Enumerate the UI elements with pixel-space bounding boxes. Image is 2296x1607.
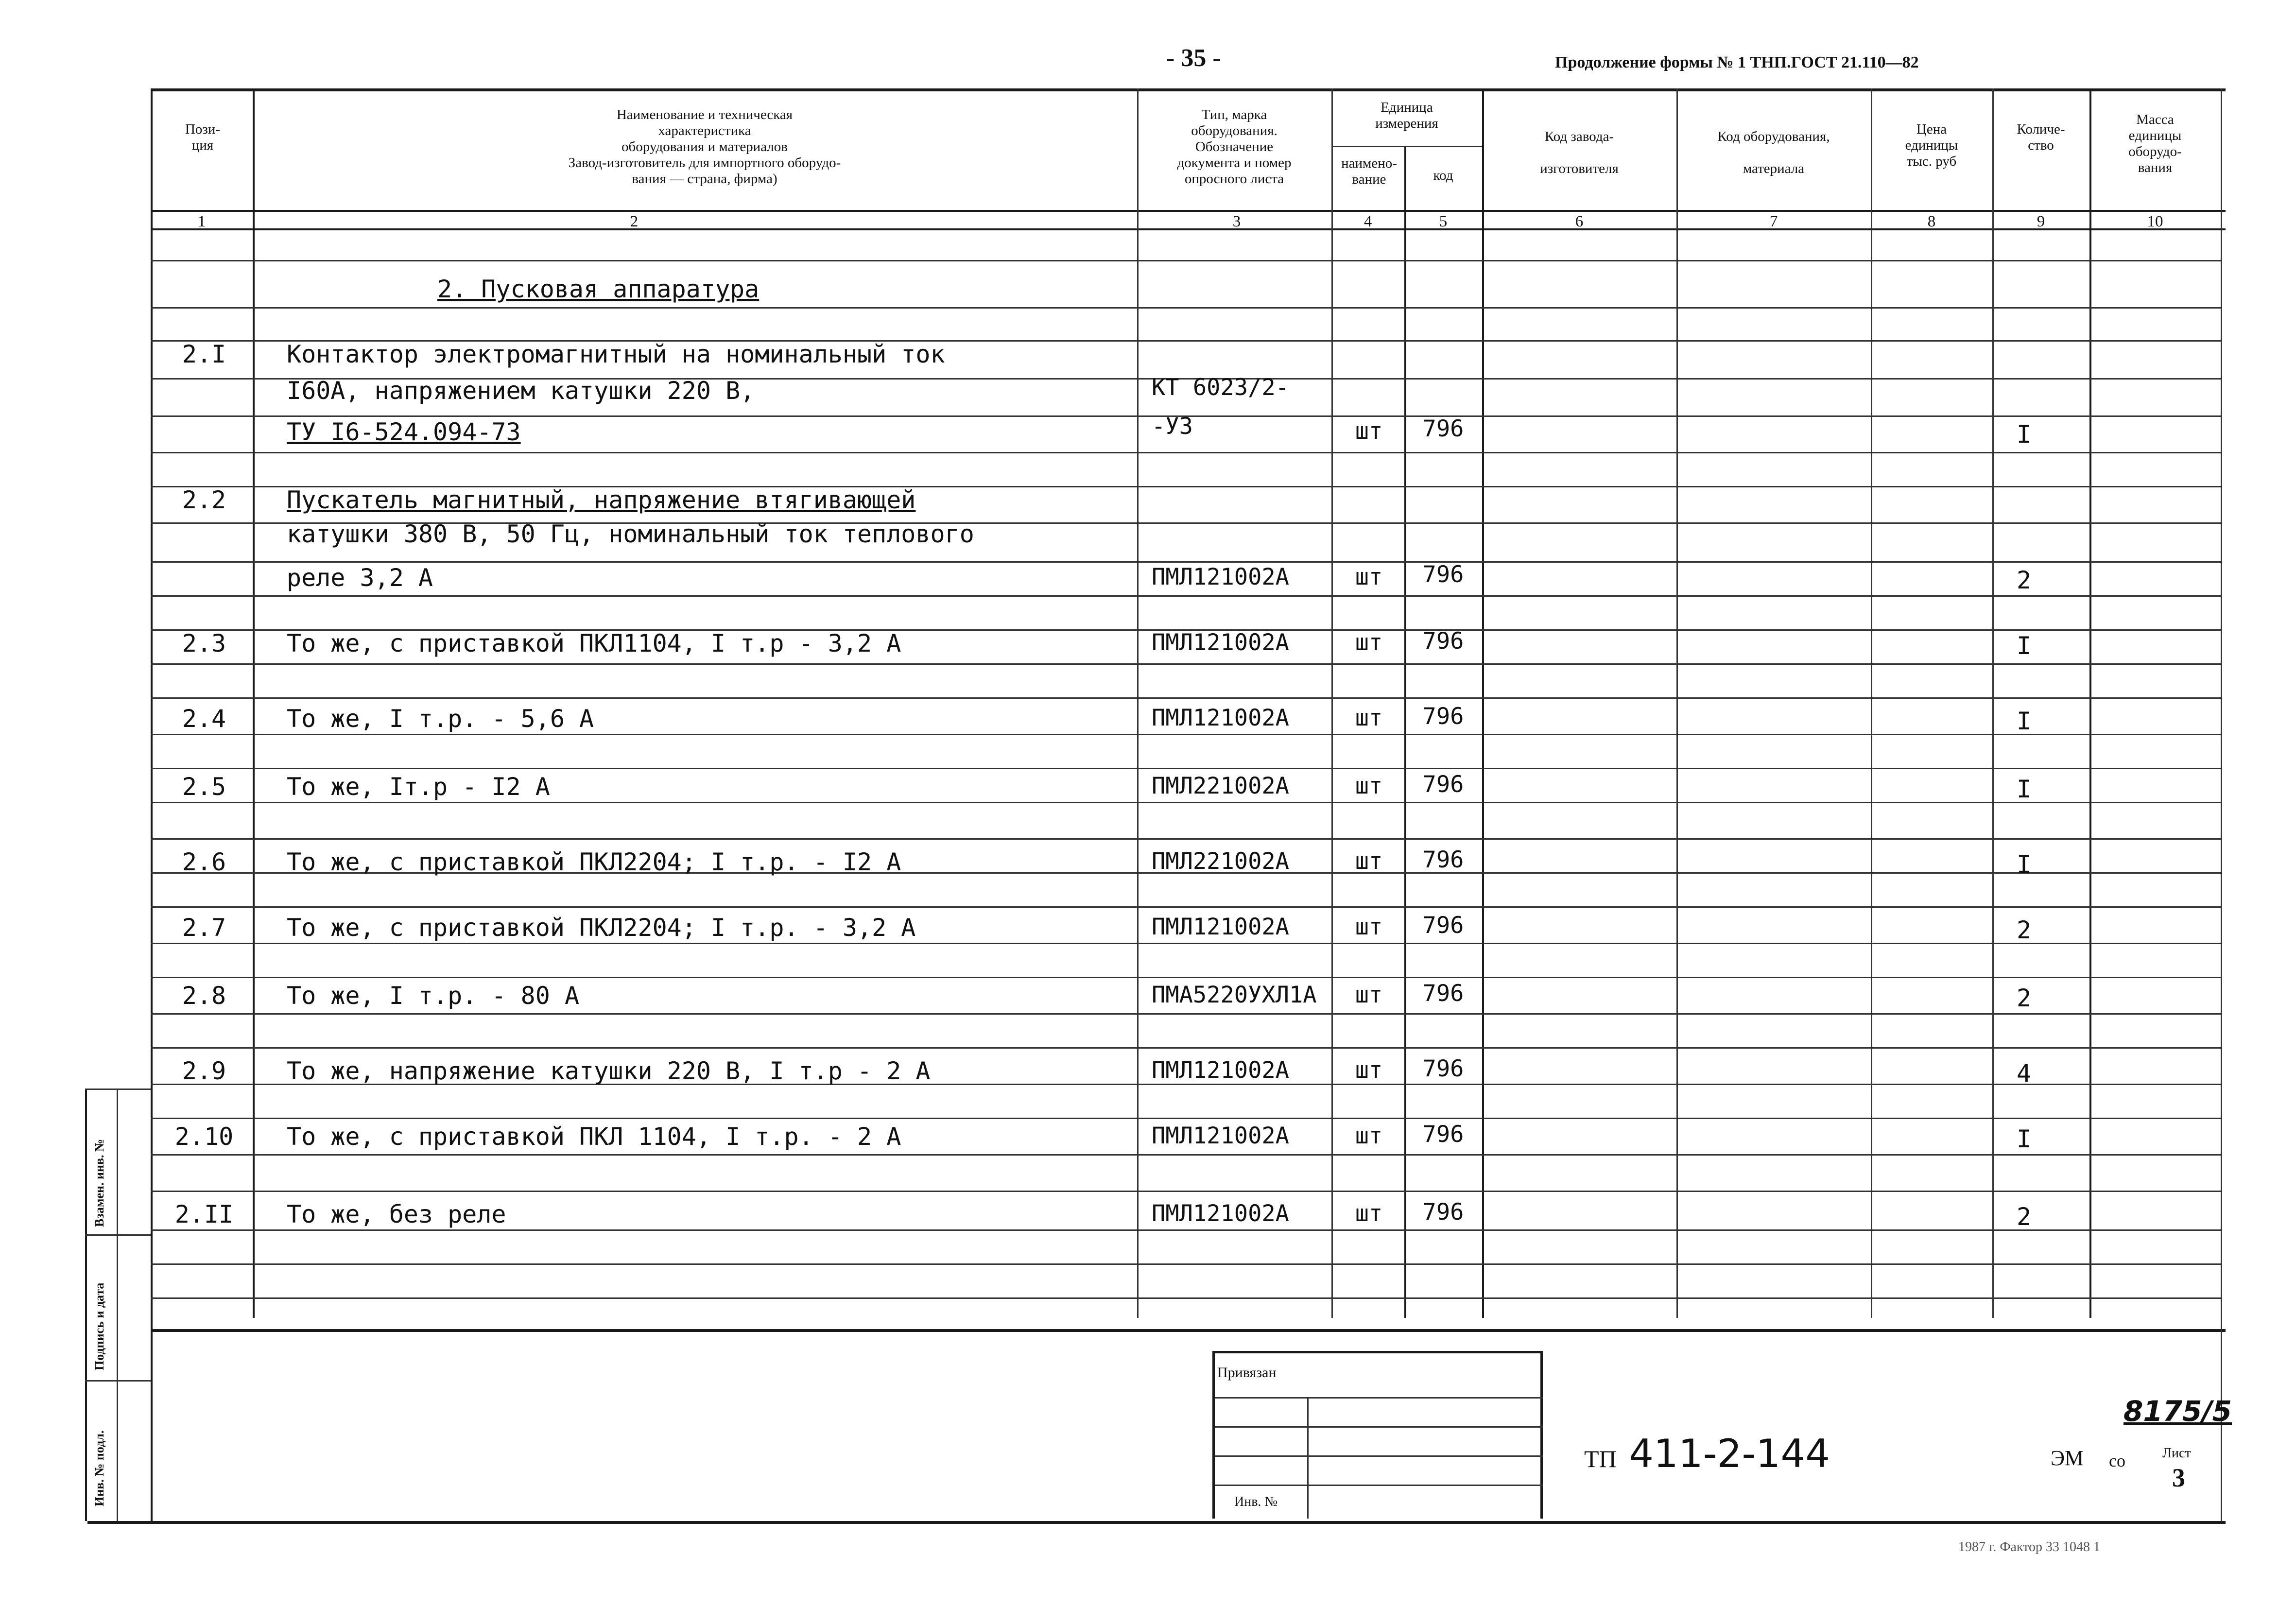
row-position: 2.II [174,1200,234,1228]
row-position: 2.5 [182,773,226,801]
privyazan-line [1215,1426,1543,1428]
header-type: Тип, марка оборудования. Обозначение документа и номер опросного листа [1177,107,1292,187]
col-divider-8 [1992,88,1994,1318]
header-quantity: Количе- ство [2017,121,2065,153]
row-quantity: I [2017,1125,2032,1153]
colnum-8: 8 [1927,213,1936,230]
row-unit: шт [1355,773,1383,799]
row-code: 796 [1422,628,1464,655]
row-type-line: ПМЛ221002А [1152,773,1289,799]
row-description-line: Контактор электромагнитный на номинальный ток [287,340,945,368]
row-code: 796 [1422,912,1464,939]
frame-left-border [151,88,153,1522]
row-description-line: ТУ I6-524.094-73 [287,418,521,446]
row-unit: шт [1355,914,1383,940]
row-code: 796 [1422,1199,1464,1226]
row-quantity: 2 [2017,916,2032,944]
row-quantity: I [2017,420,2032,449]
row-unit: шт [1355,629,1383,656]
header-unit-group: Единица измерения [1375,100,1438,131]
row-code: 796 [1422,1121,1464,1148]
row-type-line: ПМЛ121002А [1152,914,1289,940]
header-position: Пози- ция [185,121,221,153]
row-quantity: 4 [2017,1059,2032,1088]
row-description-line: То же, напряжение катушки 220 В, I т.р - 2 А [287,1057,931,1085]
privyazan-line [1215,1455,1543,1457]
form-continuation-label: Продолжение формы № 1 ТНП.ГОСТ 21.110—82 [1555,53,1919,71]
row-position: 2.6 [182,848,226,876]
row-position: 2.3 [182,629,226,657]
row-description-line: То же, без реле [287,1200,506,1228]
header-mass: Масса единицы оборудо- вания [2128,112,2182,175]
row-quantity: I [2017,707,2032,735]
row-position: 2.2 [182,486,226,514]
document-code: ТП 411-2-144 [1584,1431,1830,1476]
row-code: 796 [1422,703,1464,730]
row-description-line: То же, I т.р. - 5,6 А [287,705,594,733]
stamp-inv-original: Инв. № подл. [92,1430,106,1506]
row-unit: шт [1355,848,1383,875]
privyazan-line [1215,1397,1543,1399]
col-divider-9 [2089,88,2091,1318]
colnum-1: 1 [197,213,206,230]
header-unit-price: Цена единицы тыс. руб [1905,121,1958,169]
col-divider-5 [1482,88,1484,1318]
page-number: - 35 - [1166,44,1221,72]
row-type-line: ПМЛ121002А [1152,1200,1289,1227]
inv-label: Инв. № [1234,1494,1278,1509]
header-unit-name: наимено- вание [1341,156,1397,187]
frame-top-border [151,88,2226,91]
row-quantity: I [2017,850,2032,879]
row-unit: шт [1355,418,1383,445]
row-code: 796 [1422,847,1464,873]
rule-line [151,307,2221,309]
colnum-7: 7 [1769,213,1778,230]
row-description-line: То же, с приставкой ПКЛ 1104, I т.р. - 2 А [287,1123,901,1151]
rule-line [151,1047,2221,1049]
colnum-3: 3 [1232,213,1241,230]
colnum-9: 9 [2037,213,2045,230]
privyazan-divider [1307,1397,1309,1519]
col-divider-2 [1137,88,1139,1318]
row-code: 796 [1422,415,1464,442]
stamp-divider [85,1234,151,1236]
stamp-replacement-inv: Взамен. инв. № [92,1139,106,1227]
stage-label: ЭМ [2051,1446,2084,1470]
row-type-line: ПМЛ121002А [1152,705,1289,731]
rule-line [151,734,2221,735]
privyazan-label: Привязан [1217,1365,1277,1381]
row-description-line: То же, с приставкой ПКЛ2204; I т.р. - I2 А [287,848,901,876]
row-unit: шт [1355,1057,1383,1084]
rule-line [151,768,2221,769]
rule-line [151,1118,2221,1119]
frame-right-border [2221,88,2222,1522]
frame-bottom-border [87,1521,2226,1524]
stamp-divider [85,1380,151,1382]
rule-line [151,1154,2221,1156]
stamp-border [85,1089,87,1521]
row-position: 2.9 [182,1057,226,1085]
row-quantity: 2 [2017,566,2032,594]
row-type-line: КТ 6023/2- [1152,374,1289,401]
registration-number: 8175/5 [2123,1395,2232,1428]
row-code: 796 [1422,771,1464,798]
row-description-line: Пускатель магнитный, напряжение втягивающей [287,486,916,514]
stamp-top [85,1089,151,1090]
row-position: 2.8 [182,982,226,1010]
rule-line [151,1297,2221,1299]
row-type-line: ПМЛ221002А [1152,848,1289,875]
copy-mark: со [2109,1451,2125,1470]
row-position: 2.I [182,340,226,368]
row-quantity: I [2017,775,2032,803]
rule-line [151,802,2221,803]
rule-line [151,977,2221,978]
row-unit: шт [1355,564,1383,590]
rule-line [151,452,2221,453]
row-description-line: То же, I т.р. - 80 А [287,982,580,1010]
colnum-10: 10 [2147,213,2163,230]
header-equipment-code: Код оборудования, материала [1717,129,1830,176]
row-description-line: То же, с приставкой ПКЛ2204; I т.р. - 3,2 А [287,914,916,942]
stamp-divider [117,1089,118,1521]
row-code: 796 [1422,561,1464,588]
row-unit: шт [1355,982,1383,1008]
colnum-2: 2 [630,213,639,230]
row-position: 2.4 [182,705,226,733]
colnum-5: 5 [1439,213,1448,230]
row-position: 2.7 [182,914,226,942]
col-divider-7 [1871,88,1872,1318]
header-unit-code: код [1433,168,1453,183]
rule-line [151,1229,2221,1231]
row-type-line: ПМА5220УХЛ1А [1152,982,1317,1008]
rule-line [151,595,2221,597]
row-quantity: 2 [2017,984,2032,1012]
row-unit: шт [1355,1200,1383,1227]
printer-footer: 1987 г. Фактор 33 1048 1 [1958,1539,2100,1555]
sheet-number: 3 [2172,1463,2185,1492]
rule-line [151,1191,2221,1192]
row-quantity: I [2017,632,2032,660]
row-type-line: ПМЛ121002А [1152,564,1289,590]
row-type-line: ПМЛ121002А [1152,629,1289,656]
row-description-line: реле 3,2 А [287,564,433,592]
row-unit: шт [1355,705,1383,731]
header-factory-code: Код завода- изготовителя [1540,129,1619,176]
header-bottom-border [151,210,2226,212]
col-divider-1 [253,88,255,1318]
stamp-signature-date: Подпись и дата [92,1282,106,1370]
rule-line [151,1263,2221,1265]
rule-line [151,838,2221,840]
table-bottom-border [151,1329,2226,1332]
row-description-line: I60А, напряжением катушки 220 В, [287,377,755,405]
row-type-line: -У3 [1152,413,1193,440]
col-divider-6 [1676,88,1678,1318]
rule-line [151,697,2221,699]
rule-line [151,260,2221,261]
rule-line [151,906,2221,908]
row-description-line: То же, с приставкой ПКЛ1104, I т.р - 3,2 А [287,629,901,657]
section-title: 2. Пусковая аппаратура [437,275,760,303]
header-name: Наименование и техническая характеристика оборудования и материалов Завод-изготовитель для импортного оборудо- вания — страна, фирма) [568,107,841,187]
row-position: 2.10 [174,1123,234,1151]
row-type-line: ПМЛ121002А [1152,1123,1289,1149]
colnum-6: 6 [1575,213,1584,230]
colnum-4: 4 [1364,213,1372,230]
unit-group-divider [1331,146,1482,147]
rule-line [151,943,2221,944]
rule-line [151,663,2221,665]
rule-line [151,561,2221,563]
privyazan-line [1215,1485,1543,1486]
row-quantity: 2 [2017,1203,2032,1231]
row-unit: шт [1355,1123,1383,1149]
row-code: 796 [1422,1055,1464,1082]
row-description-line: То же, Iт.р - I2 А [287,773,550,801]
row-description-line: катушки 380 В, 50 Гц, номинальный ток теплового [287,520,974,548]
rule-line [151,1013,2221,1015]
row-code: 796 [1422,980,1464,1007]
sheet-label: Лист [2162,1446,2191,1461]
row-type-line: ПМЛ121002А [1152,1057,1289,1084]
